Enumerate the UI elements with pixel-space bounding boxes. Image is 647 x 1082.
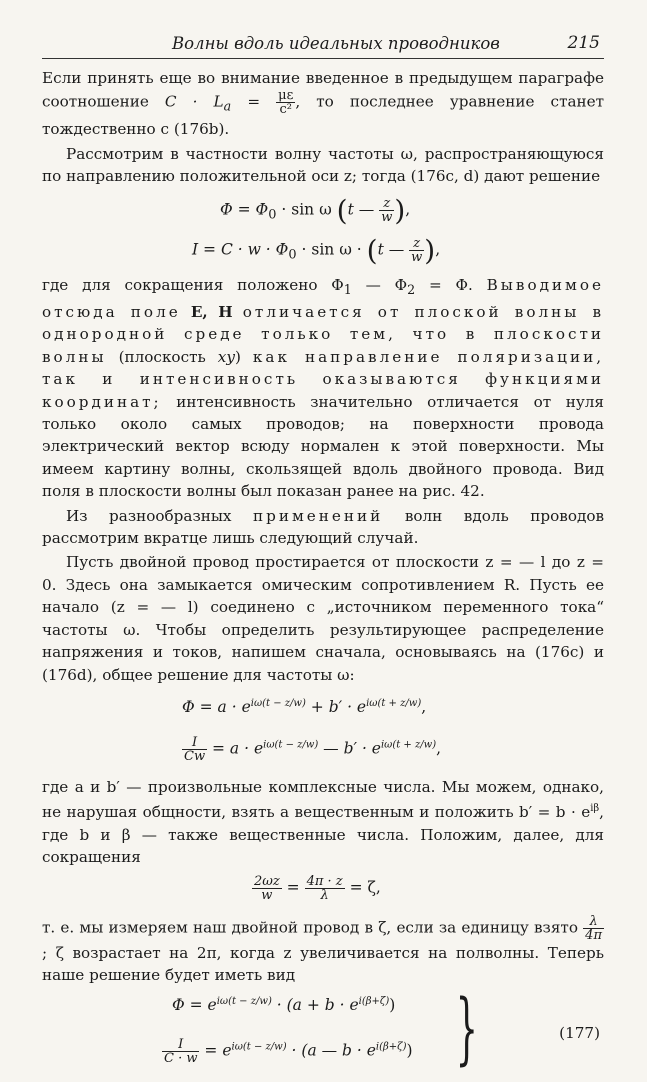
fraction: $\frac{\mu\varepsilon}{\text{c²}}$	[278, 88, 294, 118]
paragraph-3: где для сокращения положено $\Phi_1$ — $\Phi_2 = \Phi$. Выводимое отсюда поле E, H отличается от плоской волны в однородной среде только тем, что в плоскости волны (плоскость xy) как направление поляризации, так и интенсивность оказываются функциями координат; интенсивность значительно отличается от нуля только около самых проводов; на поверхности провода электрический вектор всюду нормален к этой поверхности. Мы имеем картину волны, скользящей вдоль двойного провода. Вид поля в плоскости волны был показан ранее на рис. 42.	[42, 275, 605, 501]
equation-general-current: $\frac{I}{Cw}$ = $a \cdot e^{i\omega(t - z/w)}$ — $b' \cdot e^{i\omega(t + z/w)}$,	[184, 734, 442, 764]
page	[42, 28, 604, 1082]
paragraph-4: Из разнообразных применений волн вдоль проводов рассмотрим вкратце лишь следующий случай.	[42, 506, 605, 548]
paragraph-6: где a и b′ — произвольные комплексные числа. Мы можем, однако, не нарушая общности, взять a вещественным и положить $b' = b \cdot e^{i\beta}$, где b и β — также вещественные числа. Положим, далее, для сокращения	[42, 777, 604, 867]
running-header	[42, 28, 604, 59]
equation-general-phi: $\Phi = a \cdot e^{i\omega(t - z/w)} + b' \cdot e^{i\omega(t + z/w)}$,	[182, 697, 427, 717]
right-brace: }	[455, 984, 478, 1075]
page-number: 215	[567, 33, 600, 53]
paragraph-1: Если принять еще во внимание введенное в предыдущем параграфе соотношение $C \cdot L_a$ = $\frac{\mu\varepsilon}{\text{c²}}$ , то последнее уравнение станет тождественно с (176b).	[42, 69, 605, 139]
header-title: Волны вдоль идеальных проводников	[172, 34, 500, 53]
equation-zeta: $\frac{2\omega z}{w}$ = $\frac{4\pi \cdot z}{\lambda}$ = ζ,	[254, 873, 381, 903]
equation-phi: $\Phi = \Phi_0 \cdot \sin \omega$ (t — $\frac{z}{w}$ ),	[220, 193, 411, 227]
equation-block-2	[42, 686, 604, 776]
equation-block-3	[42, 869, 604, 915]
equation-solution-phi: $\Phi = e^{i\omega(t - z/w)} \cdot (a + b \cdot e^{i(\beta+\zeta)})$	[172, 996, 396, 1015]
equation-block-4	[42, 986, 604, 1082]
paragraph-5: Пусть двойной провод простирается от плоскости z = — l до z = 0. Здесь она замыкается омическим сопротивлением R. Пусть ее начало (z = — l) соединено с „источником переменного тока“ частоты ω. Чтобы определить результирующее распределение напряжения и токов, напишем сначала, основываясь на (176c) и (176d), общее решение для частоты ω:	[42, 553, 604, 684]
equation-solution-current: $\frac{I}{C \cdot w}$ = $e^{i\omega(t - z/w)} \cdot (a$ — $b \cdot e^{i(\beta+\zeta)}$)	[164, 1037, 413, 1067]
paragraph-2: Рассмотрим в частности волну частоты ω, распространяющуюся по направлению положительной оси z; тогда (176c, d) дают решение	[42, 144, 604, 186]
equation-block-1	[42, 188, 604, 274]
equation-current: $I = C \cdot w \cdot \Phi_0 \cdot \sin \omega \cdot (t$ — $\frac{z}{w}$ ),	[192, 233, 441, 267]
equation-number: (177)	[559, 1024, 600, 1043]
paragraph-7: т. е. мы измеряем наш двойной провод в ζ, если за единицу взято $\frac{\lambda}{4\pi}$ ; ζ возрастает на 2π, когда z увеличивается на полволны. Теперь наше решение будет иметь вид	[42, 913, 605, 984]
